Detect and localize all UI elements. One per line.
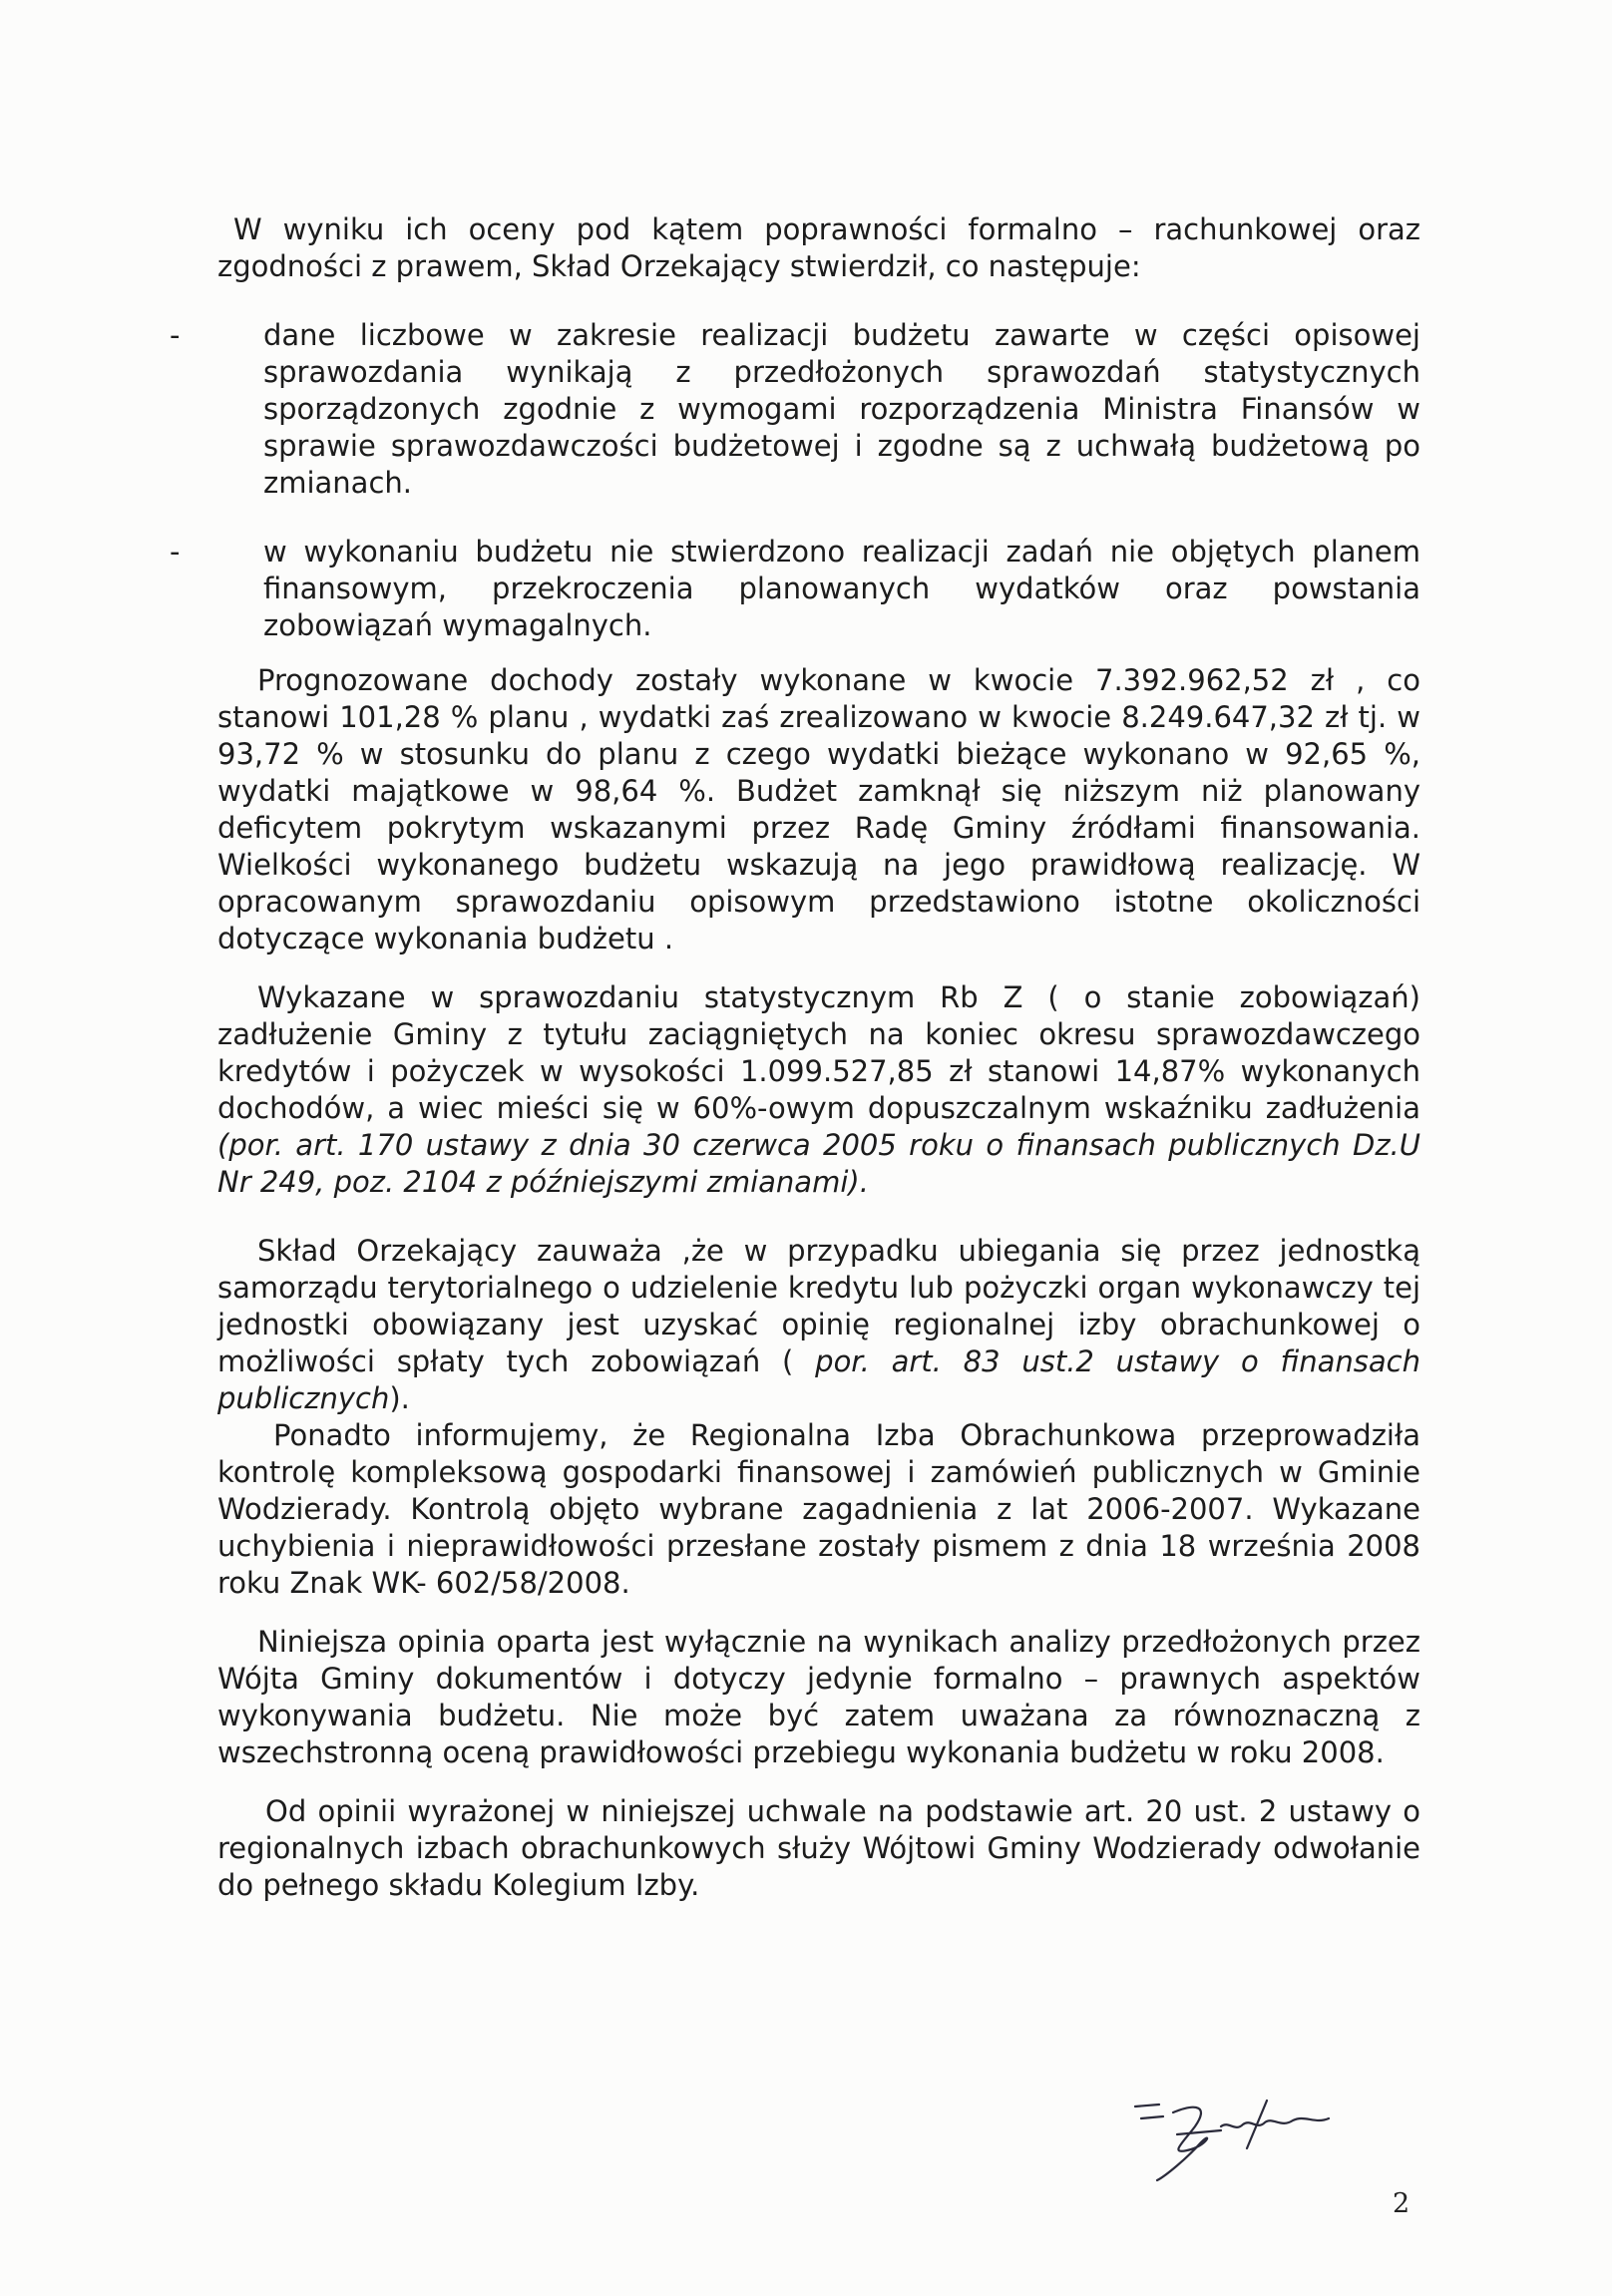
page-number: 2 bbox=[1393, 2188, 1410, 2219]
bullet-item bbox=[170, 534, 1420, 644]
bullet-dash: - bbox=[170, 535, 181, 569]
handwritten-signature bbox=[1117, 2085, 1377, 2224]
bullet-text: w wykonaniu budżetu nie stwierdzono realizacji zadań nie objętych planem finansowym, przekroczenia planowanych wydatków oraz powstania zobowiązań wymagalnych. bbox=[263, 535, 1420, 642]
scope-paragraph: Niniejsza opinia oparta jest wyłącznie na wynikach analizy przedłożonych przez Wójta Gminy dokumentów i dotyczy jedynie formalno – prawnych aspektów wykonywania budżetu. Nie może być zatem uważana za równoznaczną z wszechstronną oceną prawidłowości przebiegu wykonania budżetu w roku 2008. bbox=[217, 1625, 1420, 1769]
credit-text-end: ). bbox=[389, 1381, 410, 1415]
control-paragraph: Ponadto informujemy, że Regionalna Izba Obrachunkowa przeprowadziła kontrolę kompleksową gospodarki finansowej i zamówień publicznych w Gminie Wodzierady. Kontrolą objęto wybrane zagadnienia z lat 2006-2007. Wykazane uchybienia i nieprawidłowości przesłane zostały pismem z dnia 18 września 2008 roku Znak WK- 602/58/2008. bbox=[217, 1418, 1420, 1600]
credit-legal-reference: por. art. 83 ust.2 ustawy o finansach publicznych bbox=[217, 1344, 1420, 1415]
debt-text: Wykazane w sprawozdaniu statystycznym Rb Z ( o stanie zobowiązań) zadłużenie Gminy z tytułu zaciągniętych na koniec okresu sprawozdawczego kredytów i pożyczek w wysokości 1.099.527,85 zł stanowi 14,87% wykonanych dochodów, a wiec mieści się w 60%-owym dopuszczalnym wskaźniku zadłużenia bbox=[217, 980, 1420, 1125]
appeal-paragraph: Od opinii wyrażonej w niniejszej uchwale na podstawie art. 20 ust. 2 ustawy o regionalnych izbach obrachunkowych służy Wójtowi Gminy Wodzierady odwołanie do pełnego składu Kolegium Izby. bbox=[217, 1794, 1420, 1902]
bullet-dash: - bbox=[170, 318, 181, 352]
bullet-item bbox=[170, 317, 1420, 502]
credit-text: Skład Orzekający zauważa ,że w przypadku ubiegania się przez jednostką samorządu terytorialnego o udzielenie kredytu lub pożyczki organ wykonawczy tej jednostki obowiązany jest uzyskać opinię regionalnej izby obrachunkowej o możliwości spłaty tych zobowiązań ( bbox=[217, 1234, 1420, 1378]
debt-legal-reference: (por. art. 170 ustawy z dnia 30 czerwca 2005 roku o finansach publicznych Dz.U Nr 249, poz. 2104 z późniejszymi zmianami). bbox=[217, 1128, 1420, 1199]
income-paragraph: Prognozowane dochody zostały wykonane w kwocie 7.392.962,52 zł , co stanowi 101,28 % planu , wydatki zaś zrealizowano w kwocie 8.249.647,32 zł tj. w 93,72 % w stosunku do planu z czego wydatki bieżące wykonano w 92,65 %, wydatki majątkowe w 98,64 %. Budżet zamknął się niższym niż planowany deficytem pokrytym wskazanymi przez Radę Gminy źródłami finansowania. Wielkości wykonanego budżetu wskazują na jego prawidłową realizację. W opracowanym sprawozdaniu opisowym przedstawiono istotne okoliczności dotyczące wykonania budżetu . bbox=[217, 663, 1420, 956]
intro-paragraph: W wyniku ich oceny pod kątem poprawności formalno – rachunkowej oraz zgodności z prawem, Skład Orzekający stwierdził, co następuje: bbox=[217, 212, 1420, 283]
document-body bbox=[170, 211, 1420, 1904]
bullet-text: dane liczbowe w zakresie realizacji budżetu zawarte w części opisowej sprawozdania wynikają z przedłożonych sprawozdań statystycznych sporządzonych zgodnie z wymogami rozporządzenia Ministra Finansów w sprawie sprawozdawczości budżetowej i zgodne są z uchwałą budżetową po zmianach. bbox=[263, 318, 1420, 500]
debt-paragraph bbox=[217, 979, 1420, 1201]
credit-paragraph bbox=[217, 1233, 1420, 1417]
